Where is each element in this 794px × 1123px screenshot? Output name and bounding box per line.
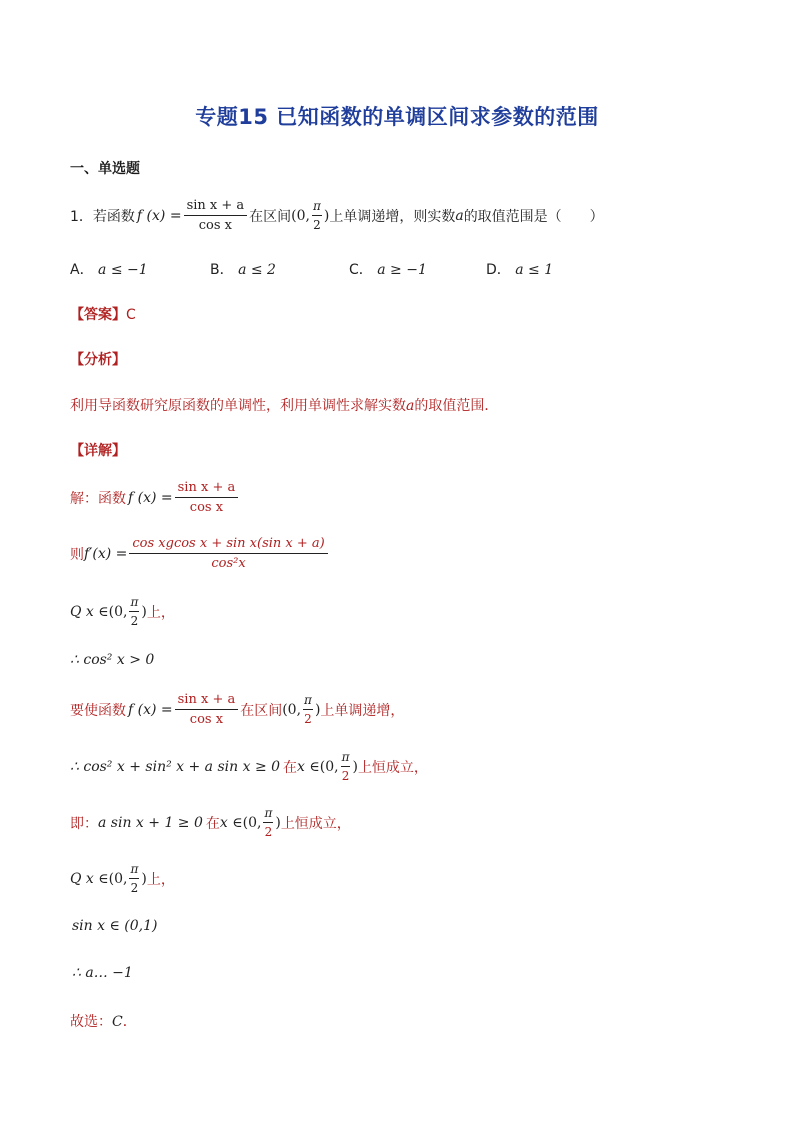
fraction-numerator: cos xgcos x + sin x(sin x + a) [129, 536, 327, 554]
detail-line-9: sin x ∈ (0,1) [72, 918, 158, 934]
pi-over-two [312, 199, 322, 232]
detail-text: 上恒成立， [357, 759, 428, 776]
fraction-denominator: cos x [189, 712, 224, 727]
option-label: B． [210, 262, 234, 278]
two-symbol: 2 [130, 881, 139, 895]
question-text-mid1: 在区间 [249, 208, 292, 225]
detail-text: 故选： [70, 1014, 112, 1030]
detail-text: 上单调递增， [320, 702, 405, 719]
fraction-numerator: sin x + a [184, 198, 248, 216]
interval-open: (0, [108, 603, 128, 620]
option-d [486, 259, 553, 279]
pi-over-two [263, 806, 273, 839]
detail-text: 在 [283, 759, 298, 776]
detail-text: 解：函数 [70, 490, 126, 507]
detail-text: 则 [70, 546, 84, 563]
final-answer: C [112, 1014, 123, 1030]
detail-text: 在区间 [240, 702, 283, 719]
pi-over-two [341, 750, 351, 783]
interval-open: (0, [108, 870, 128, 887]
detail-math: Q x ∈ [70, 603, 109, 620]
detail-text: 即： [70, 815, 98, 832]
two-symbol: 2 [264, 825, 273, 839]
analysis-tag: 【分析】 [70, 352, 126, 368]
interval-close: ) [275, 814, 281, 831]
detail-tag: 【详解】 [70, 443, 126, 459]
detail-line-3 [70, 595, 175, 628]
interval-close: ) [141, 870, 147, 887]
two-symbol: 2 [130, 614, 139, 628]
two-symbol: 2 [304, 712, 312, 726]
derivative-fraction [129, 536, 327, 571]
option-math: a ≥ −1 [377, 262, 427, 278]
derivative-name: f′(x) = [84, 545, 128, 562]
function-name: f (x) = [136, 207, 182, 224]
detail-line-4: ∴ cos² x > 0 [70, 652, 155, 668]
function-name: f (x) = [128, 489, 173, 506]
option-label: A． [70, 262, 94, 278]
detail-line-8 [70, 862, 175, 895]
analysis-variable: a [406, 398, 415, 414]
fraction-denominator: cos²x [211, 556, 246, 571]
question-number: 1． [70, 208, 93, 225]
detail-text: 上， [146, 604, 175, 621]
pi-symbol: π [263, 806, 273, 823]
fraction-numerator: sin x + a [175, 692, 239, 710]
variable-a: a [455, 207, 464, 224]
detail-math: a sin x + 1 ≥ 0 [98, 814, 203, 831]
detail-line-6 [70, 750, 428, 783]
function-fraction [184, 198, 248, 233]
detail-math: Q x ∈ [70, 870, 109, 887]
detail-math: ∴ cos² x + sin² x + a sin x ≥ 0 [70, 758, 281, 775]
pi-over-two [129, 595, 139, 628]
interval-close: ) [323, 207, 330, 224]
fraction-denominator: cos x [198, 218, 232, 233]
function-fraction [175, 692, 239, 727]
detail-text: 上， [146, 871, 175, 888]
pi-symbol: π [303, 693, 313, 710]
pi-over-two [129, 862, 139, 895]
detail-text: ． [122, 1014, 137, 1030]
analysis-text-post: 的取值范围． [414, 398, 499, 414]
two-symbol: 2 [341, 769, 350, 783]
detail-text: 在 [205, 815, 220, 832]
section-heading: 一、单选题 [70, 161, 140, 177]
detail-text: 要使函数 [70, 702, 126, 719]
option-b [210, 259, 276, 279]
interval-open: (0, [282, 701, 302, 718]
fraction-numerator: sin x + a [175, 480, 239, 498]
detail-line-7 [70, 806, 351, 839]
detail-line-10: ∴ a… −1 [72, 965, 133, 981]
detail-line-5 [70, 692, 404, 727]
option-math: a ≤ 1 [515, 262, 554, 278]
detail-line-2 [70, 536, 330, 571]
function-fraction [175, 480, 239, 515]
question-text-mid2: 上单调递增，则实数 [329, 208, 456, 225]
pi-symbol: π [312, 199, 322, 216]
analysis-text [70, 395, 498, 415]
pi-symbol: π [341, 750, 351, 767]
interval-open: (0, [319, 758, 339, 775]
detail-text: 上恒成立， [280, 815, 351, 832]
answer-tag: 【答案】 [70, 307, 126, 323]
pi-symbol: π [129, 595, 139, 612]
option-c [349, 259, 427, 279]
option-math: a ≤ 2 [238, 262, 276, 278]
pi-symbol: π [129, 862, 139, 879]
detail-line-1 [70, 480, 240, 515]
option-label: C． [349, 262, 373, 278]
detail-line-11 [70, 1011, 137, 1031]
answer-value: C [126, 307, 136, 323]
page-title: 专题15 已知函数的单调区间求参数的范围 [195, 105, 599, 129]
function-name: f (x) = [128, 701, 173, 718]
two-symbol: 2 [313, 218, 321, 232]
fraction-denominator: cos x [189, 500, 224, 515]
option-a [70, 259, 148, 279]
interval-open: (0, [291, 207, 310, 224]
detail-math: x ∈ [297, 758, 320, 775]
question-text-pre: 若函数 [92, 208, 135, 225]
question-1 [70, 198, 604, 233]
pi-over-two [303, 693, 313, 726]
detail-math: x ∈ [219, 814, 243, 831]
option-math: a ≤ −1 [98, 262, 148, 278]
option-label: D． [486, 262, 511, 278]
interval-open: (0, [242, 814, 262, 831]
interval-close: ) [352, 758, 358, 775]
answer-block [70, 304, 136, 324]
question-text-post: 的取值范围是（ ） [463, 208, 604, 225]
interval-close: ) [141, 603, 147, 620]
interval-close: ) [314, 701, 321, 718]
analysis-text-pre: 利用导函数研究原函数的单调性，利用单调性求解实数 [70, 398, 406, 414]
